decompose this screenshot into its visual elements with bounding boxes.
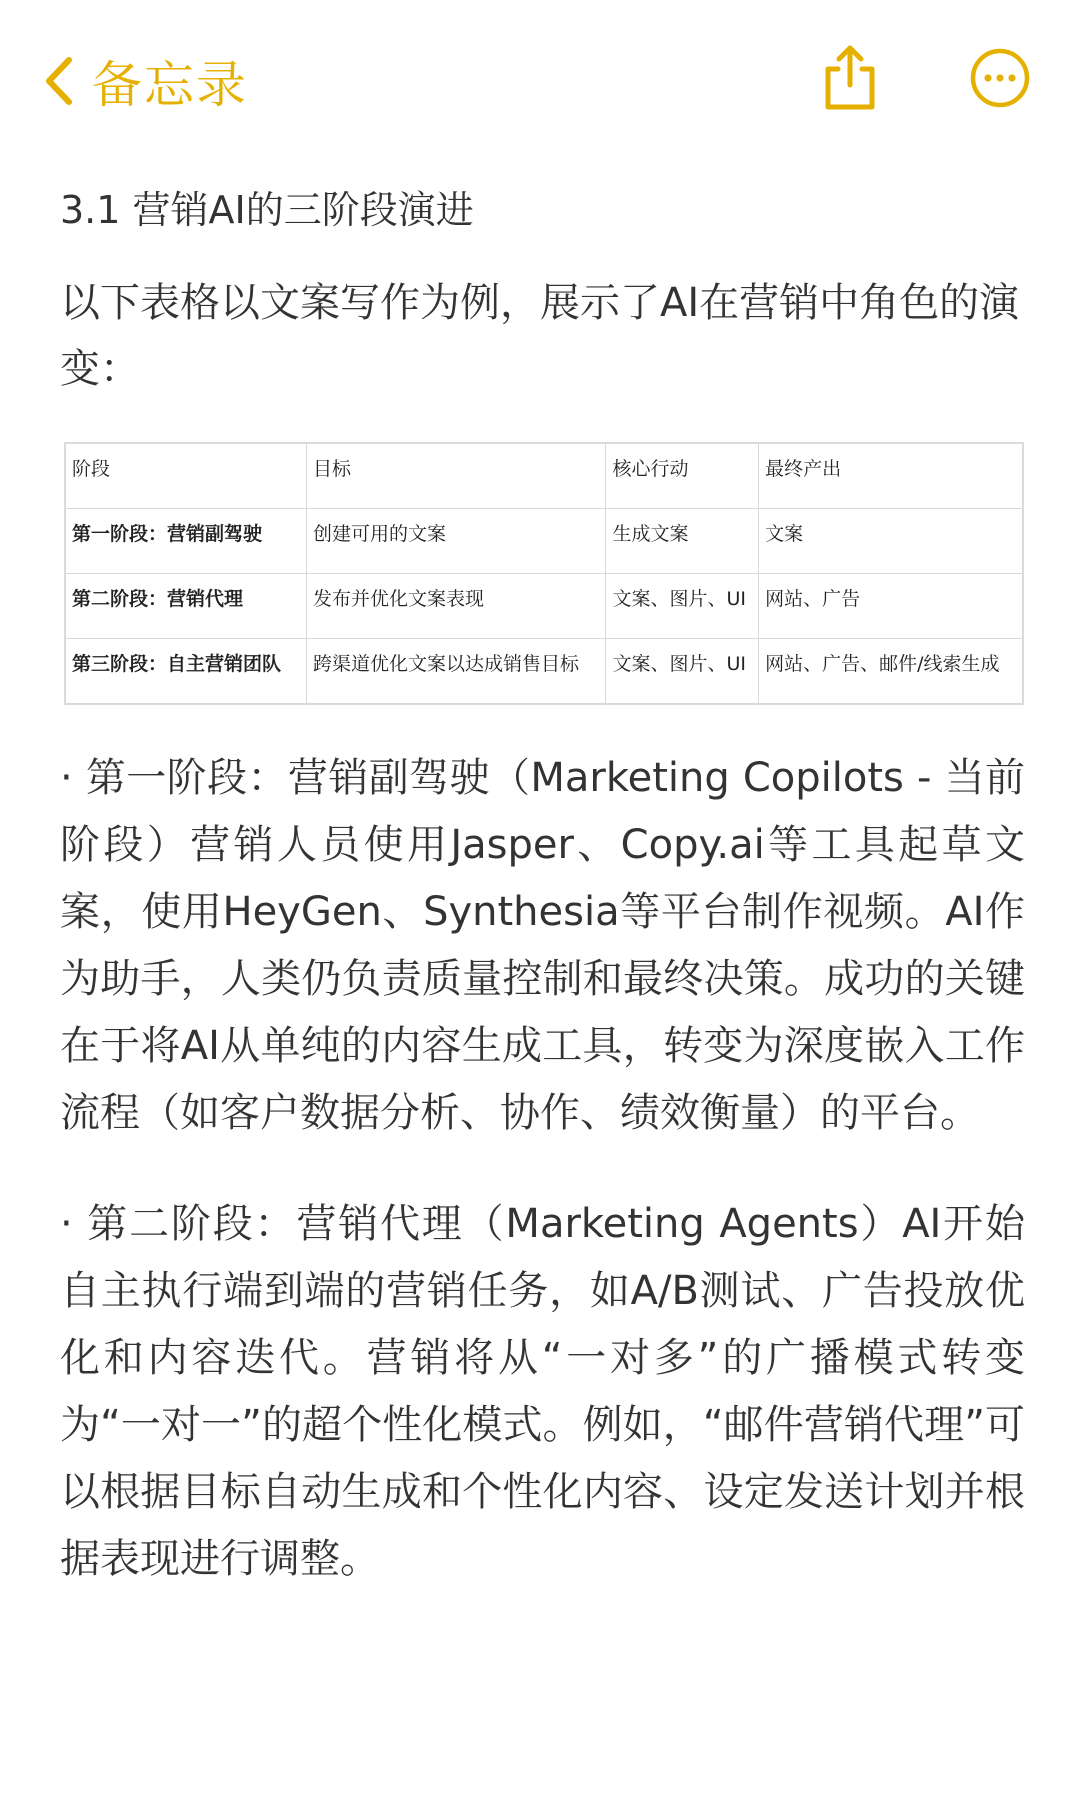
note-intro: 以下表格以文案写作为例，展示了AI在营销中角色的演变：	[60, 280, 1020, 392]
table-cell: 网站、广告	[759, 574, 1023, 639]
table-header-row	[66, 444, 1023, 509]
paragraph-stage-two: · 第二阶段：营销代理（Marketing Agents）AI开始自主执行端到端的营销任务，如A/B测试、广告投放优化和内容迭代。营销将从“一对多”的广播模式转变为“一对一”的超个性化模式。例如，“邮件营销代理”可以根据目标自动生成和个性化内容、设定发送计划并根据表现进行调整。	[60, 1201, 1025, 1582]
back-label: 备忘录	[92, 56, 248, 114]
stage-table	[64, 442, 1024, 705]
table-cell: 第三阶段：自主营销团队	[66, 639, 307, 704]
table-header-cell: 阶段	[66, 444, 307, 509]
share-icon	[820, 43, 880, 117]
table-header-cell: 目标	[306, 444, 605, 509]
table-header-cell: 核心行动	[606, 444, 759, 509]
table-row	[66, 509, 1023, 574]
table-header-cell: 最终产出	[759, 444, 1023, 509]
note-heading: 3.1 营销AI的三阶段演进	[60, 188, 474, 232]
nav-actions	[810, 40, 1040, 120]
table-cell: 网站、广告、邮件/线索生成	[759, 639, 1023, 704]
table-cell: 文案	[759, 509, 1023, 574]
table-cell: 第一阶段：营销副驾驶	[66, 509, 307, 574]
table-row	[66, 574, 1023, 639]
navigation-bar	[0, 0, 1080, 170]
table-cell: 文案、图片、UI	[606, 574, 759, 639]
table-row	[66, 639, 1023, 704]
table-cell: 跨渠道优化文案以达成销售目标	[306, 639, 605, 704]
table-cell: 文案、图片、UI	[606, 639, 759, 704]
table-cell: 创建可用的文案	[306, 509, 605, 574]
table-cell: 生成文案	[606, 509, 759, 574]
paragraph-stage-one: · 第一阶段：营销副驾驶（Marketing Copilots - 当前阶段）营销人员使用Jasper、Copy.ai等工具起草文案，使用HeyGen、Synthesia等平台制作视频。AI作为助手，人类仍负责质量控制和最终决策。成功的关键在于将AI从单纯的内容生成工具，转变为深度嵌入工作流程（如客户数据分析、协作、绩效衡量）的平台。	[60, 755, 1025, 1136]
more-icon	[969, 47, 1031, 113]
share-button[interactable]	[810, 40, 890, 120]
table-cell: 发布并优化文案表现	[306, 574, 605, 639]
back-button[interactable]	[44, 46, 248, 116]
chevron-left-icon	[44, 56, 74, 106]
note-content[interactable]	[60, 180, 1025, 1637]
more-button[interactable]	[960, 40, 1040, 120]
table-cell: 第二阶段：营销代理	[66, 574, 307, 639]
